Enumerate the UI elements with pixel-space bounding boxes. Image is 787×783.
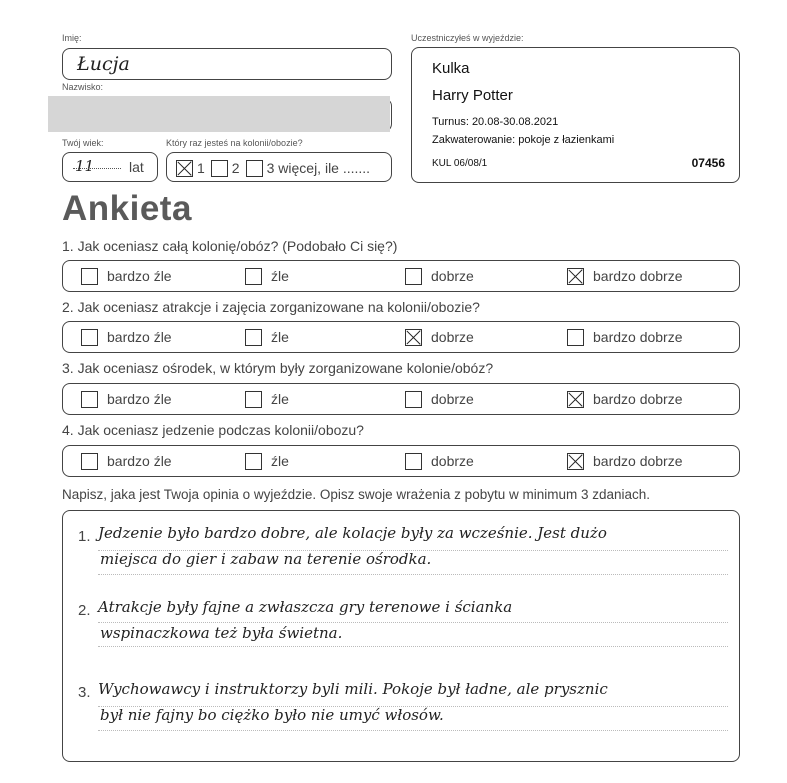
q2-option-3[interactable]: dobrze	[405, 328, 474, 346]
last-name-label: Nazwisko:	[62, 82, 104, 92]
opinion-1-line-1: Jedzenie było bardzo dobre, ale kolacje były za wcześnie. Jest dużo	[98, 524, 607, 542]
writing-rule	[98, 730, 728, 731]
question-2-options	[62, 321, 740, 353]
trip-card	[411, 47, 740, 183]
first-name-field[interactable]	[62, 48, 392, 80]
q3-option-1[interactable]: bardzo źle	[81, 390, 172, 408]
opinion-2-number: 2.	[78, 602, 91, 619]
opinion-2-line-1: Atrakcje były fajne a zwłaszcza gry terenowe i ścianka	[98, 598, 513, 616]
q4-option-3[interactable]: dobrze	[405, 452, 474, 470]
age-underline	[73, 168, 121, 169]
opinion-3-line-2: był nie fajny bo ciężko było nie umyć włosów.	[100, 706, 444, 724]
question-3-options	[62, 383, 740, 415]
first-name-value: Łucja	[77, 53, 130, 75]
age-label: Twój wiek:	[62, 138, 104, 148]
age-field[interactable]	[62, 152, 158, 182]
q2-option-4[interactable]: bardzo dobrze	[567, 328, 683, 346]
q3-option-3[interactable]: dobrze	[405, 390, 474, 408]
trip-name: Kulka	[432, 60, 470, 77]
survey-title: Ankieta	[62, 189, 192, 228]
times-label: Który raz jesteś na kolonii/obozie?	[166, 138, 303, 148]
q1-option-1[interactable]: bardzo źle	[81, 267, 172, 285]
times-option-2-checkbox[interactable]	[211, 160, 228, 177]
q2-option-2[interactable]: źle	[245, 328, 289, 346]
times-option-3-checkbox[interactable]	[246, 160, 263, 177]
writing-rule	[98, 646, 728, 647]
opinion-3-number: 3.	[78, 684, 91, 701]
times-field	[166, 152, 392, 182]
times-option-3-label: 3 więcej, ile .......	[266, 160, 371, 177]
q1-option-3[interactable]: dobrze	[405, 267, 474, 285]
trip-theme: Harry Potter	[432, 87, 513, 104]
writing-rule	[98, 622, 728, 623]
age-unit: lat	[129, 159, 144, 175]
question-1-text: 1. Jak oceniasz całą kolonię/obóz? (Podobało Ci się?)	[62, 238, 398, 254]
q2-option-1[interactable]: bardzo źle	[81, 328, 172, 346]
opinion-1-line-2: miejsca do gier i zabaw na terenie ośrodka.	[100, 550, 432, 568]
question-4-text: 4. Jak oceniasz jedzenie podczas kolonii/obozu?	[62, 422, 364, 438]
trip-turnus: Turnus: 20.08-30.08.2021	[432, 116, 559, 128]
q1-option-2[interactable]: źle	[245, 267, 289, 285]
opinion-2-line-2: wspinaczkowa też była świetna.	[100, 624, 343, 642]
q3-option-2[interactable]: źle	[245, 390, 289, 408]
q4-option-2[interactable]: źle	[245, 452, 289, 470]
q4-option-1[interactable]: bardzo źle	[81, 452, 172, 470]
opinion-prompt: Napisz, jaka jest Twoja opinia o wyjeździe. Opisz swoje wrażenia z pobytu w minimum 3 zdaniach.	[62, 487, 651, 502]
question-1-options	[62, 260, 740, 292]
times-option-2-label: 2	[231, 160, 240, 177]
trip-accommodation: Zakwaterowanie: pokoje z łazienkami	[432, 134, 615, 146]
trip-number: 07456	[691, 156, 725, 170]
opinion-1-number: 1.	[78, 528, 91, 545]
times-option-1-checkbox[interactable]	[176, 160, 193, 177]
question-4-options	[62, 445, 740, 477]
question-3-text: 3. Jak oceniasz ośrodek, w którym były zorganizowane kolonie/obóz?	[62, 360, 494, 376]
q3-option-4[interactable]: bardzo dobrze	[567, 390, 683, 408]
first-name-label: Imię:	[62, 33, 82, 43]
trip-code: KUL 06/08/1	[432, 158, 488, 169]
writing-rule	[98, 574, 728, 575]
q4-option-4[interactable]: bardzo dobrze	[567, 452, 683, 470]
times-option-1-label: 1	[197, 160, 205, 177]
q1-option-4[interactable]: bardzo dobrze	[567, 267, 683, 285]
question-2-text: 2. Jak oceniasz atrakcje i zajęcia zorganizowane na kolonii/obozie?	[62, 299, 480, 315]
opinion-3-line-1: Wychowawcy i instruktorzy byli mili. Pokoje był ładne, ale prysznic	[98, 680, 608, 698]
trip-label: Uczestniczyłeś w wyjeździe:	[411, 33, 524, 43]
age-value: 11	[75, 157, 95, 175]
redaction-block	[48, 96, 390, 132]
